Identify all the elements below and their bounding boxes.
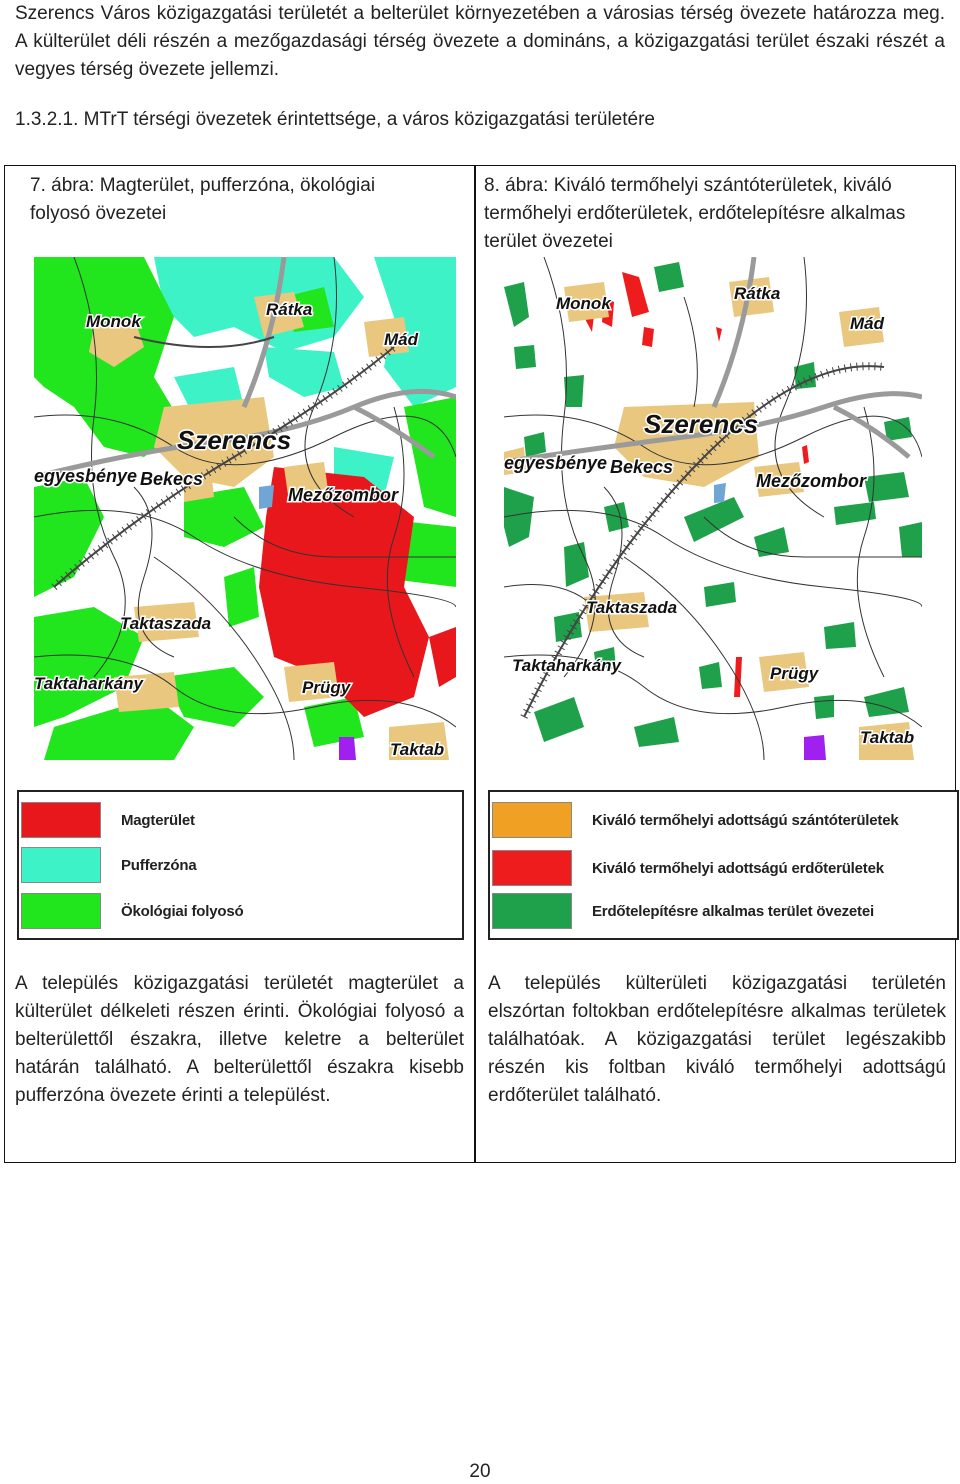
map-label: egyesbénye	[34, 466, 138, 486]
figure-8-map	[504, 257, 922, 760]
legend-swatch	[492, 802, 572, 838]
legend-label: Erdőtelepítésre alkalmas terület övezetei	[592, 902, 874, 920]
map-label: Mád	[850, 314, 884, 333]
legend-label: Magterület	[121, 811, 195, 829]
legend-swatch	[21, 802, 101, 838]
map-label: Szerencs	[644, 409, 759, 439]
map-label: Taktaharkány	[34, 674, 143, 693]
map-label: Mezőzombor	[288, 485, 398, 505]
legend-item	[19, 893, 462, 929]
table-divider	[474, 165, 476, 1163]
map-label: Prügy	[302, 678, 351, 697]
map-label: Monok	[86, 312, 141, 331]
legend-swatch	[21, 893, 101, 929]
figure-7-map	[34, 257, 456, 760]
map-label: egyesbénye	[504, 453, 608, 473]
page-number: 20	[469, 1461, 491, 1482]
figure-7-legend	[17, 790, 464, 940]
legend-item	[490, 802, 957, 838]
legend-item	[19, 802, 462, 838]
figure-7-caption: 7. ábra: Magterület, pufferzóna, ökológiai folyosó övezetei	[30, 175, 376, 224]
map-label: Rátka	[734, 284, 781, 303]
figure-8-caption: 8. ábra: Kiváló termőhelyi szántóterületek, kiváló termőhelyi erdőterületek, erdőtelepítésre alkalmas terület övezetei	[484, 175, 906, 252]
legend-label: Kiváló termőhelyi adottságú erdőterületek	[592, 859, 884, 877]
figure-7-description: A település közigazgatási területét magterület a külterület délkeleti részen érinti. Ökológiai folyosó a belterülettől északra, illetve keletre a belterület határán található. A belterülettől északra kisebb pufferzóna övezete érinti a települést.	[15, 973, 464, 1106]
map-label: Bekecs	[140, 469, 204, 489]
map-label: Mád	[384, 330, 418, 349]
map-label: Szerencs	[177, 425, 292, 455]
map-label: Bekecs	[610, 457, 674, 477]
legend-swatch	[21, 847, 101, 883]
legend-label: Pufferzóna	[121, 856, 197, 874]
map-label: Prügy	[770, 664, 819, 683]
figure-8-legend	[488, 790, 959, 940]
legend-item	[490, 893, 957, 929]
map-label: Taktaharkány	[512, 656, 621, 675]
legend-label: Ökológiai folyosó	[121, 902, 244, 920]
section-heading: 1.3.2.1. MTrT térségi övezetek érintettsége, a város közigazgatási területére	[15, 109, 655, 130]
map-label: Taktab	[390, 740, 445, 759]
map-label: Monok	[556, 294, 611, 313]
legend-item	[19, 847, 462, 883]
map-label: Rátka	[266, 300, 313, 319]
map-label: Taktab	[860, 728, 915, 747]
map-label: Taktaszada	[586, 598, 678, 617]
legend-item	[490, 850, 957, 886]
figure-8-description: A település külterületi közigazgatási területén elszórtan foltokban erdőtelepítésre alkalmas területek találhatóak. A közigazgatási terület legészakibb részén kis foltban kiváló termőhelyi adottságú erdőterület található.	[488, 973, 946, 1106]
legend-swatch	[492, 893, 572, 929]
legend-label: Kiváló termőhelyi adottságú szántóterületek	[592, 811, 899, 829]
map-label: Taktaszada	[120, 614, 212, 633]
legend-swatch	[492, 850, 572, 886]
map-label: Mezőzombor	[756, 471, 866, 491]
intro-paragraph: Szerencs Város közigazgatási területét a belterület környezetében a városias térség övezete határozza meg. A külterület déli részén a mezőgazdasági térség övezete a domináns, a közigazgatási terület északi részét a vegyes térség övezete jellemzi.	[15, 3, 945, 80]
